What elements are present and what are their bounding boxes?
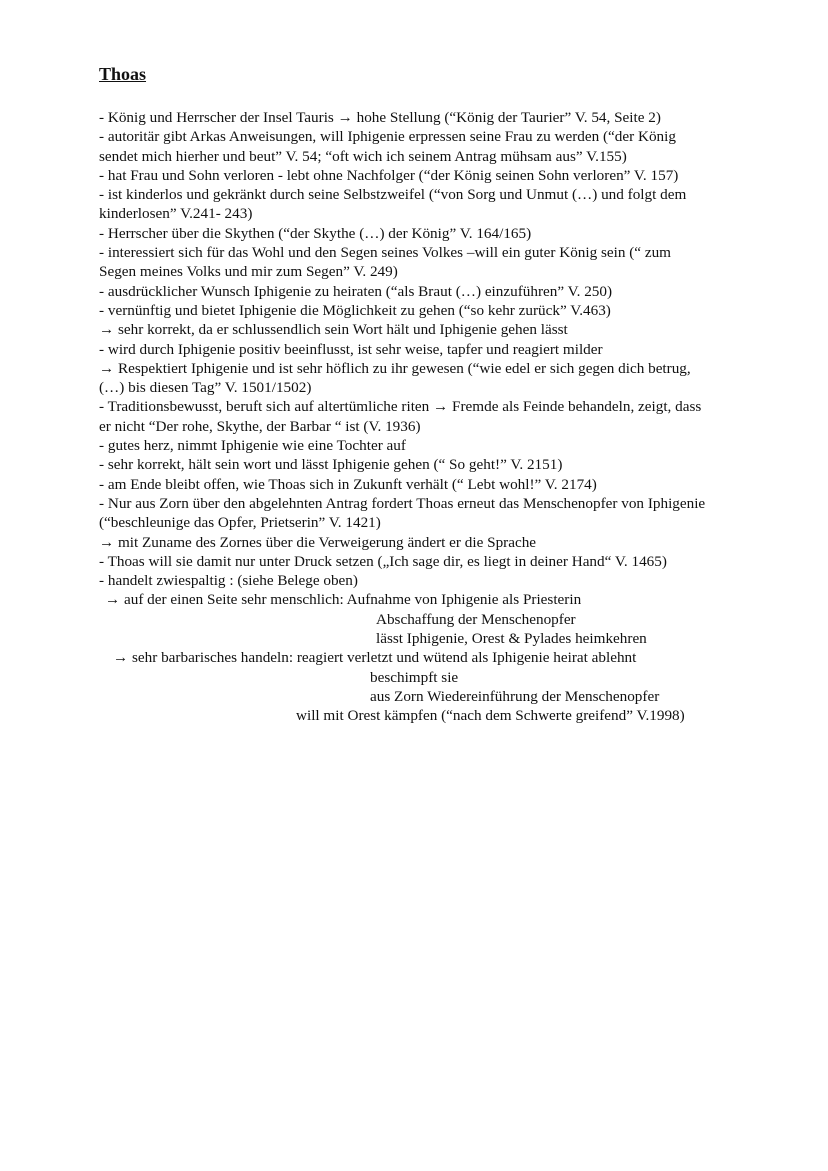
text-line: - sehr korrekt, hält sein wort und lässt Iphigenie gehen (“ So geht!” V. 2151) [99, 456, 563, 474]
text-line: - ausdrücklicher Wunsch Iphigenie zu heiraten (“als Braut (…) einzuführen” V. 250) [99, 282, 613, 300]
text-line: will mit Orest kämpfen (“nach dem Schwerte greifend” V.1998) [296, 707, 685, 725]
text-line: - handelt zwiespaltig : (siehe Belege oben) [99, 572, 358, 590]
text-line: → sehr barbarisches handeln: reagiert verletzt und wütend als Iphigenie heirat ablehnt [113, 649, 637, 667]
text-line: → sehr korrekt, da er schlussendlich sein Wort hält und Iphigenie gehen lässt [99, 321, 568, 339]
text-line: - wird durch Iphigenie positiv beeinflusst, ist sehr weise, tapfer und reagiert milder [99, 340, 603, 358]
text-line: → auf der einen Seite sehr menschlich: Aufnahme von Iphigenie als Priesterin [105, 591, 582, 609]
text-line: aus Zorn Wiedereinführung der Menschenopfer [370, 687, 660, 705]
text-line: beschimpft sie [370, 668, 459, 686]
text-line: - König und Herrscher der Insel Tauris → hohe Stellung (“König der Taurier” V. 54, Seite 2) [99, 109, 661, 126]
text-line: - interessiert sich für das Wohl und den Segen seines Volkes –will ein guter König sein (“ zum [99, 244, 671, 262]
text-line: sendet mich hierher und beut” V. 54; “oft wich ich seinem Antrag mühsam aus” V.155) [99, 147, 627, 165]
text-line: Abschaffung der Menschenopfer [376, 610, 576, 628]
text-line: - vernünftig und bietet Iphigenie die Möglichkeit zu gehen (“so kehr zurück” V.463) [99, 301, 611, 319]
text-line: - autoritär gibt Arkas Anweisungen, will Iphigenie erpressen seine Frau zu werden (“der König [99, 128, 676, 146]
text-line: Segen meines Volks und mir zum Segen” V. 249) [99, 263, 398, 281]
text-line: - Traditionsbewusst, beruft sich auf altertümliche riten → Fremde als Feinde behandeln, zeigt, dass [99, 398, 702, 416]
text-line: lässt Iphigenie, Orest & Pylades heimkehren [376, 630, 647, 648]
text-line: - am Ende bleibt offen, wie Thoas sich in Zukunft verhält (“ Lebt wohl!” V. 2174) [99, 475, 597, 493]
document-body [99, 108, 774, 726]
text-line: (…) bis diesen Tag” V. 1501/1502) [99, 379, 312, 397]
text-line: - Nur aus Zorn über den abgelehnten Antrag fordert Thoas erneut das Menschenopfer von Iphigenie [99, 494, 706, 512]
text-line: - Thoas will sie damit nur unter Druck setzen („Ich sage dir, es liegt in deiner Hand“ V. 1465) [99, 552, 667, 570]
text-line: - hat Frau und Sohn verloren - lebt ohne Nachfolger (“der König seinen Sohn verloren” V. 157) [99, 166, 679, 184]
text-line: - Herrscher über die Skythen (“der Skythe (…) der König” V. 164/165) [99, 224, 532, 242]
text-line: → Respektiert Iphigenie und ist sehr höflich zu ihr gewesen (“wie edel er sich gegen dich betrug, [99, 359, 691, 377]
text-line: (“beschleunige das Opfer, Prietserin” V. 1421) [99, 514, 381, 532]
page-title: Thoas [99, 64, 147, 84]
text-line: - gutes herz, nimmt Iphigenie wie eine Tochter auf [99, 437, 406, 455]
text-line: → mit Zuname des Zornes über die Verweigerung ändert er die Sprache [99, 533, 537, 551]
text-line: - ist kinderlos und gekränkt durch seine Selbstzweifel (“von Sorg und Unmut (…) und folgt dem [99, 186, 687, 204]
text-line: kinderlosen” V.241- 243) [99, 205, 253, 223]
text-line: er nicht “Der rohe, Skythe, der Barbar “ ist (V. 1936) [99, 417, 421, 435]
